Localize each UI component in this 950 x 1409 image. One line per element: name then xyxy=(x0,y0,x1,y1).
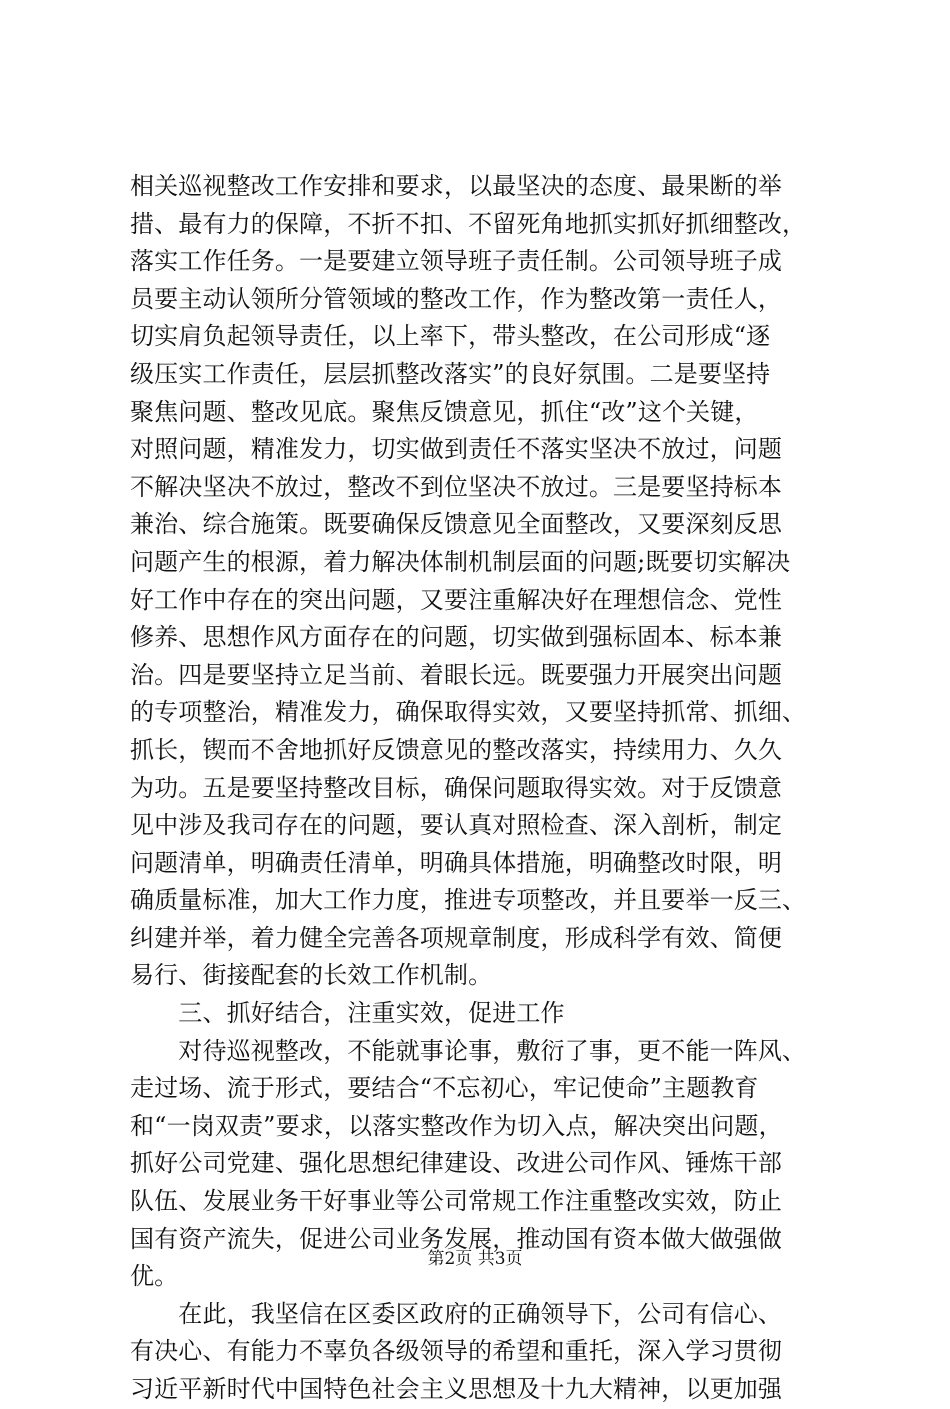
text-line: 兼治、综合施策。既要确保反馈意见全面整改，又要深刻反思 xyxy=(130,510,783,539)
text-line: 级压实工作责任，层层抓整改落实”的良好氛围。二是要坚持 xyxy=(130,359,771,388)
text-line: 国有资产流失，促进公司业务发展，推动国有资本做大做强做 xyxy=(130,1224,783,1253)
text-line: 易行、街接配套的长效工作机制。 xyxy=(130,961,493,990)
text-line: 纠建并举，着力健全完善各项规章制度，形成科学有效、简便 xyxy=(130,923,783,952)
text-line: 员要主动认领所分管领域的整改工作，作为整改第一责任人， xyxy=(130,284,783,313)
text-line: 为功。五是要坚持整改目标，确保问题取得实效。对于反馈意 xyxy=(130,773,783,802)
text-line: 走过场、流于形式，要结合“不忘初心，牢记使命”主题教育 xyxy=(130,1074,759,1103)
text-line: 相关巡视整改工作安排和要求，以最坚决的态度、最果断的举 xyxy=(130,172,783,200)
text-line: 三、抓好结合，注重实效，促进工作 xyxy=(130,999,565,1028)
text-line: 和“一岗双责”要求，以落实整改作为切入点，解决突出问题， xyxy=(130,1111,783,1140)
text-line: 治。四是要坚持立足当前、着眼长远。既要强力开展突出问题 xyxy=(130,660,783,689)
text-line: 见中涉及我司存在的问题，要认真对照检查、深入剖析，制定 xyxy=(130,811,783,840)
text-line: 确质量标准，加大工作力度，推进专项整改，并且要举一反三、 xyxy=(130,886,807,915)
text-line: 不解决坚决不放过，整改不到位坚决不放过。三是要坚持标本 xyxy=(130,472,783,501)
text-line: 有决心、有能力不辜负各级领导的希望和重托，深入学习贯彻 xyxy=(130,1337,783,1366)
text-line: 问题产生的根源，着力解决体制机制层面的问题;既要切实解决 xyxy=(130,547,791,576)
document-body xyxy=(130,168,830,1409)
text-line: 切实肩负起领导责任，以上率下，带头整改，在公司形成“逐 xyxy=(130,322,771,351)
text-line: 好工作中存在的突出问题，又要注重解决好在理想信念、党性 xyxy=(130,585,783,614)
text-line: 队伍、发展业务干好事业等公司常规工作注重整改实效，防止 xyxy=(130,1187,783,1216)
text-line: 抓好公司党建、强化思想纪律建设、改进公司作风、锤炼干部 xyxy=(130,1149,783,1178)
page-footer: 第2页 共3页 xyxy=(427,1249,523,1269)
text-line: 抓长，锲而不舍地抓好反馈意见的整改落实，持续用力、久久 xyxy=(130,735,783,764)
text-line: 习近平新时代中国特色社会主义思想及十九大精神，以更加强 xyxy=(130,1375,783,1403)
text-line: 对照问题，精准发力，切实做到责任不落实坚决不放过，问题 xyxy=(130,435,783,464)
text-line: 措、最有力的保障，不折不扣、不留死角地抓实抓好抓细整改， xyxy=(130,209,807,238)
text-line: 聚焦问题、整改见底。聚焦反馈意见，抓住“改”这个关键， xyxy=(130,397,759,426)
text-line: 问题清单，明确责任清单，明确具体措施，明确整改时限，明 xyxy=(130,848,783,877)
text-line: 优。 xyxy=(130,1262,179,1291)
text-line: 对待巡视整改，不能就事论事，敷衍了事，更不能一阵风、 xyxy=(130,1036,807,1065)
text-line: 修养、思想作风方面存在的问题，切实做到强标固本、标本兼 xyxy=(130,623,783,652)
text-line: 在此，我坚信在区委区政府的正确领导下，公司有信心、 xyxy=(130,1299,783,1328)
text-line: 落实工作任务。一是要建立领导班子责任制。公司领导班子成 xyxy=(130,247,783,276)
text-line: 的专项整治，精准发力，确保取得实效，又要坚持抓常、抓细、 xyxy=(130,698,807,727)
